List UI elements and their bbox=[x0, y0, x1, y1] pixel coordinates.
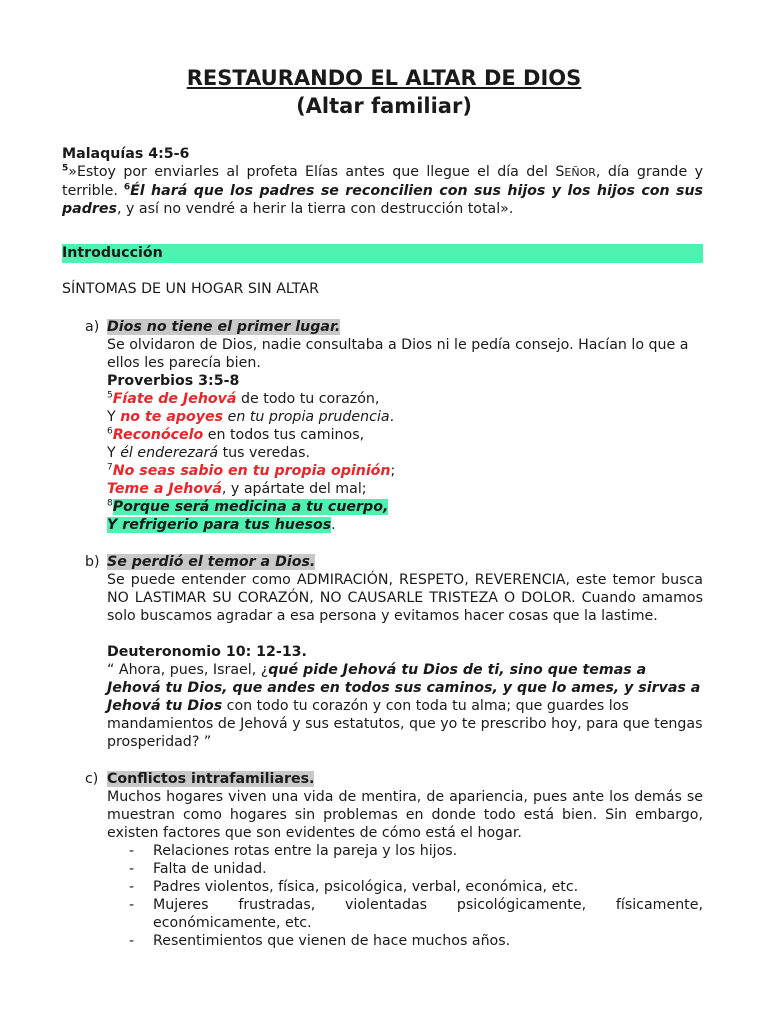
verse-text: , y así no vendré a herir la tierra con destrucción total». bbox=[116, 201, 514, 217]
verse-number: 6 bbox=[123, 182, 131, 193]
verse-emphasis: Él hará que los padres se reconcilien con sus hijos y los hijos con sus padres bbox=[62, 183, 703, 217]
verse-emphasis: Reconócelo bbox=[112, 427, 204, 443]
verse-number: 8 bbox=[107, 498, 113, 509]
list-item bbox=[129, 878, 703, 896]
list-item bbox=[129, 860, 703, 878]
list-item bbox=[129, 932, 703, 950]
verse-smallcaps: EÑOR bbox=[564, 166, 596, 179]
verse-italic: en tu propia prudencia bbox=[223, 409, 390, 425]
section-a-heading bbox=[107, 318, 703, 336]
dash-marker: - bbox=[129, 897, 135, 913]
quote-text: con todo tu corazón y con toda tu alma; que guardes los mandamientos de Jehová y sus estatutos, que yo te prescribo hoy, para que tengas prosperidad? ” bbox=[107, 698, 703, 750]
list-item-text: Relaciones rotas entre la pareja y los hijos. bbox=[153, 843, 458, 859]
verse-emphasis: no te apoyes bbox=[120, 409, 224, 425]
verse-emphasis: Teme a Jehová bbox=[107, 481, 222, 497]
quote-emphasis: qué pide Jehová tu Dios de ti, sino que temas a Jehová tu Dios, que andes en todos sus caminos, y que lo ames, y sirvas a Jehová tu Dios bbox=[107, 662, 701, 714]
verse-text: de todo tu corazón, bbox=[236, 391, 380, 407]
dash-marker: - bbox=[129, 879, 135, 895]
intro-label: Introducción bbox=[62, 245, 163, 261]
section-a-body: Se olvidaron de Dios, nadie consultaba a Dios ni le pedía consejo. Hacían lo que a ellos les parecía bien. bbox=[107, 337, 689, 371]
dash-marker: - bbox=[129, 843, 135, 859]
verse-number: 6 bbox=[107, 426, 113, 437]
list-item bbox=[129, 896, 703, 932]
verse-highlight: Porque será medicina a tu cuerpo, bbox=[112, 499, 389, 515]
symptoms-heading: SÍNTOMAS DE UN HOGAR SIN ALTAR bbox=[62, 281, 320, 297]
verse-emphasis: Fíate de Jehová bbox=[112, 391, 237, 407]
proverbs-line bbox=[107, 498, 703, 516]
section-b-label: b) bbox=[85, 554, 100, 570]
verse-text: , día grande y terrible. bbox=[62, 164, 703, 199]
page-title: RESTAURANDO EL ALTAR DE DIOS bbox=[186, 66, 582, 90]
section-c-heading-text: Conflictos intrafamiliares. bbox=[107, 771, 315, 787]
section-a-label: a) bbox=[85, 319, 100, 335]
section-c-body: Muchos hogares viven una vida de mentira, de apariencia, pues ante los demás se muestran como hogares sin problemas en donde todo está bien. Sin embargo, existen factores que son evidentes de cómo está el hogar. bbox=[107, 789, 703, 841]
list-item-text: Mujeres frustradas, violentadas psicológicamente, físicamente, económicamente, etc. bbox=[153, 897, 703, 931]
verse-text: . bbox=[331, 517, 336, 533]
dash-marker: - bbox=[129, 861, 135, 877]
list-item-text: Falta de unidad. bbox=[153, 861, 267, 877]
verse-italic: él enderezará bbox=[120, 445, 219, 461]
section-c-heading bbox=[107, 770, 703, 788]
verse-text: , y apártate del mal; bbox=[221, 481, 367, 497]
verse-text: »Estoy por enviarles al profeta Elías antes que llegue el día del S bbox=[68, 164, 565, 180]
verse-number: 5 bbox=[107, 390, 113, 401]
proverbs-line bbox=[107, 408, 703, 426]
section-a-heading-text: Dios no tiene el primer lugar. bbox=[107, 319, 341, 335]
proverbs-line bbox=[107, 462, 703, 480]
proverbs-line: Y él enderezará tus veredas. bbox=[107, 445, 311, 461]
opening-verse bbox=[62, 163, 703, 218]
section-c-label: c) bbox=[85, 771, 99, 787]
verse-emphasis: No seas sabio en tu propia opinión bbox=[112, 463, 391, 479]
proverbs-line bbox=[107, 390, 703, 408]
section-b-body: Se puede entender como ADMIRACIÓN, RESPETO, REVERENCIA, este temor busca NO LASTIMAR SU CORAZÓN, NO CAUSARLE TRISTEZA O DOLOR. Cuando amamos solo buscamos agradar a esa persona y evitamos hacer cosas que la lastime. bbox=[107, 572, 703, 624]
section-b-heading-text: Se perdió el temor a Dios. bbox=[107, 554, 316, 570]
section-b-quote bbox=[107, 661, 703, 751]
dash-marker: - bbox=[129, 933, 135, 949]
verse-number: 7 bbox=[107, 462, 113, 473]
proverbs-line bbox=[107, 480, 703, 498]
factors-list bbox=[129, 842, 703, 950]
section-a-reference: Proverbios 3:5-8 bbox=[107, 373, 240, 389]
verse-number: 5 bbox=[62, 163, 69, 174]
verse-highlight: Y refrigerio para tus huesos bbox=[107, 517, 332, 533]
verse-text: . bbox=[389, 409, 395, 425]
verse-text: en todos tus caminos, bbox=[203, 427, 365, 443]
opening-reference: Malaquías 4:5-6 bbox=[62, 146, 190, 162]
section-b-reference: Deuteronomio 10: 12-13. bbox=[107, 644, 307, 660]
page-subtitle: (Altar familiar) bbox=[296, 94, 472, 118]
quote-text: “ Ahora, pues, Israel, ¿ bbox=[107, 662, 269, 678]
verse-text: Y bbox=[107, 409, 121, 425]
list-item bbox=[129, 842, 703, 860]
section-b-heading bbox=[107, 553, 703, 571]
list-item-text: Resentimientos que vienen de hace muchos años. bbox=[153, 933, 511, 949]
proverbs-line bbox=[107, 426, 703, 444]
verse-text: ; bbox=[390, 463, 396, 479]
list-item-text: Padres violentos, física, psicológica, verbal, económica, etc. bbox=[153, 879, 579, 895]
proverbs-line bbox=[107, 516, 703, 534]
